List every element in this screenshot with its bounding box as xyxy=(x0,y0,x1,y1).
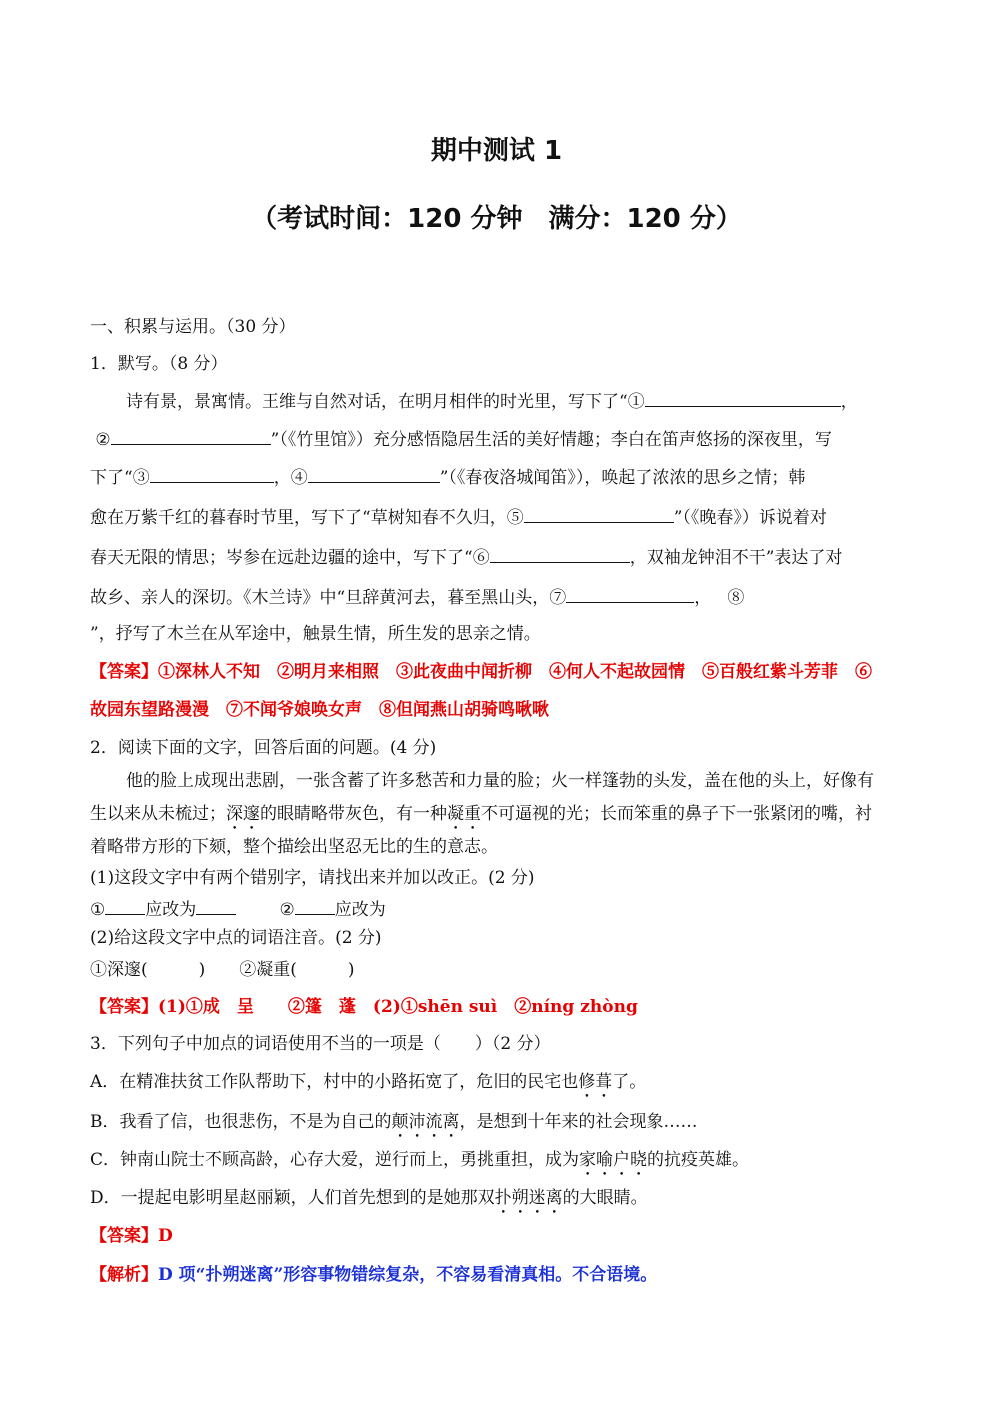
q1-answer-2: 故园东望路漫漫 ⑦不闻爷娘唤女声 ⑧但闻燕山胡骑鸣啾啾 xyxy=(90,700,549,720)
q1-answer-1: 【答案】①深林人不知 ②明月来相照 ③此夜曲中闻折柳 ④何人不起故园情 ⑤百般红紫斗芳菲 ⑥ xyxy=(90,662,872,682)
q1-line-6: 故乡、亲人的深切。《木兰诗》中“旦辞黄河去，暮至黑山头，⑦ ， ⑧ xyxy=(90,584,744,610)
q1-line-2: ② ”（《竹里馆》）充分感悟隐居生活的美好情趣；李白在笛声悠扬的深夜里，写 xyxy=(90,426,832,452)
blank-6: ⑥ xyxy=(473,548,630,568)
blank-8: ⑧ xyxy=(727,588,745,608)
q2-heading: 2．阅读下面的文字，回答后面的问题。(4 分) xyxy=(90,738,437,758)
q2-answer: 【答案】(1)①成 呈 ②篷 蓬 (2)①shēn suì ②níng zhòng xyxy=(90,997,638,1017)
q3-option-a: A．在精准扶贫工作队帮助下，村中的小路拓宽了，危旧的民宅也修葺了。 xyxy=(90,1072,647,1092)
q1-line-7: ”，抒写了木兰在从军途中，触景生情，所生发的思亲之情。 xyxy=(90,624,541,644)
blank-2: ② xyxy=(90,430,271,450)
q1-line-5: 春天无限的情思；岑参在远赴边疆的途中，写下了“⑥ ，双袖龙钟泪不干”表达了对 xyxy=(90,544,842,570)
q2-sub-1: (1)这段文字中有两个错别字，请找出来并加以改正。(2 分) xyxy=(90,868,535,888)
blank-4: ④ xyxy=(291,468,440,488)
blank-1: ① xyxy=(628,392,841,412)
q3-explanation: 【解析】D 项“扑朔迷离”形容事物错综复杂，不容易看清真相。不合语境。 xyxy=(90,1265,658,1285)
q3-option-c: C．钟南山院士不顾高龄，心存大爱，逆行而上，勇挑重担，成为家喻户晓的抗疫英雄。 xyxy=(90,1150,750,1170)
q2-sub-2: (2)给这段文字中点的词语注音。(2 分) xyxy=(90,928,382,948)
q2-passage-3: 着略带方形的下颏，整个描绘出坚忍无比的生的意志。 xyxy=(90,837,498,857)
q2-sub-2-blanks: ①深邃( ) ②凝重( ) xyxy=(90,960,355,980)
page-title: 期中测试 1 xyxy=(430,136,563,166)
q1-line-3: 下了“③ ，④ ”（《春夜洛城闻笛》），唤起了浓浓的思乡之情；韩 xyxy=(90,464,805,490)
blank-7: ⑦ xyxy=(549,588,694,608)
blank-3: ③ xyxy=(133,468,274,488)
q1-heading: 1．默写。（8 分） xyxy=(90,354,228,374)
blank-5: ⑤ xyxy=(507,508,674,528)
q1-line-4: 愈在万紫千红的暮春时节里，写下了“草树知春不久归，⑤ ”（《晚春》）诉说着对 xyxy=(90,504,827,530)
q2-sub-1-blanks: ① 应改为 ② 应改为 xyxy=(90,896,386,922)
exam-info: （考试时间：120 分钟 满分：120 分） xyxy=(251,204,742,234)
q2-passage-2: 生以来从未梳过；深邃的眼睛略带灰色，有一种凝重不可逼视的光；长而笨重的鼻子下一张紧闭的嘴，衬 xyxy=(90,804,872,824)
q2-passage-1: 他的脸上成现出悲剧，一张含蓄了许多愁苦和力量的脸；火一样篷勃的头发，盖在他的头上，好像有 xyxy=(126,771,874,791)
q1-line-1: 诗有景，景寓情。王维与自然对话，在明月相伴的时光里，写下了“① ， xyxy=(126,388,858,414)
q3-option-d: D．一提起电影明星赵丽颖，人们首先想到的是她那双扑朔迷离的大眼睛。 xyxy=(90,1188,648,1208)
q3-answer: 【答案】D xyxy=(90,1226,173,1246)
q3-heading: 3．下列句子中加点的词语使用不当的一项是（ ）（2 分） xyxy=(90,1034,551,1054)
section-heading: 一、积累与运用。（30 分） xyxy=(90,317,296,337)
q3-option-b: B．我看了信，也很悲伤，不是为自己的颠沛流离，是想到十年来的社会现象…… xyxy=(90,1112,698,1132)
